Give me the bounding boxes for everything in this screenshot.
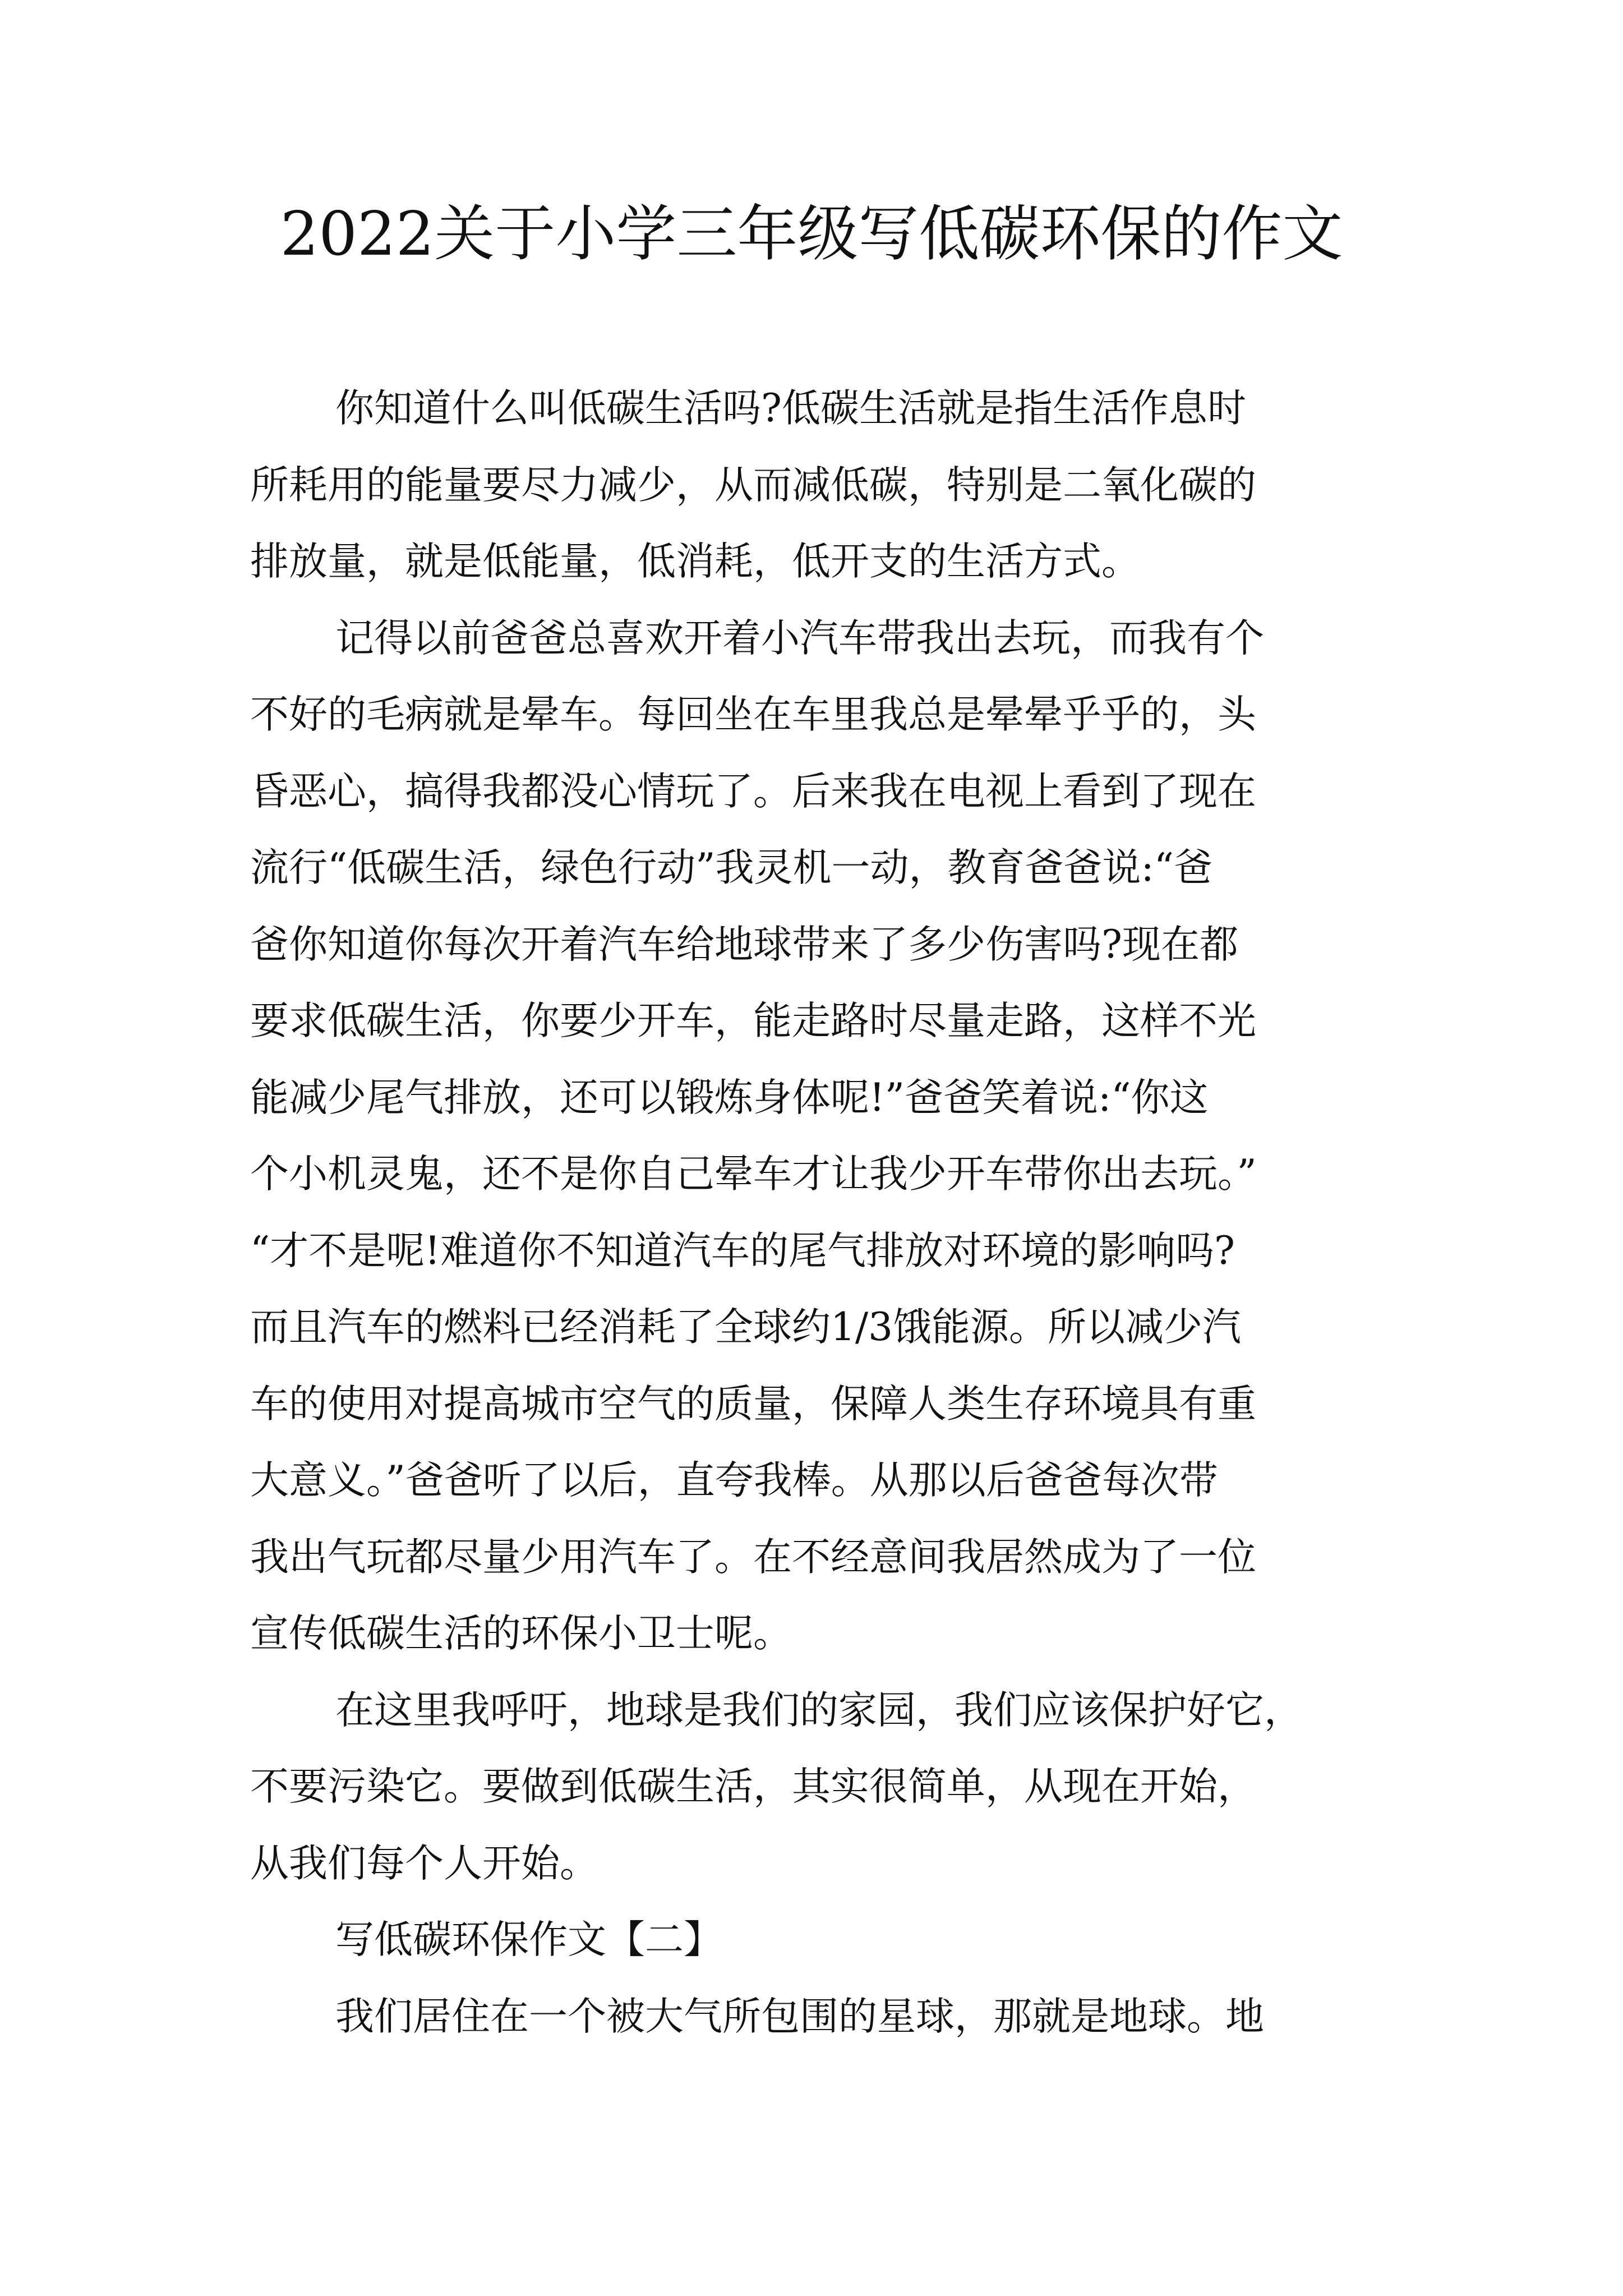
paragraph-5: [250, 1978, 1377, 2055]
paragraph-line: 爸你知道你每次开着汽车给地球带来了多少伤害吗?现在都: [250, 922, 1238, 967]
paragraph-line: 不好的毛病就是晕车。每回坐在车里我总是晕晕乎乎的，头: [250, 692, 1256, 737]
paragraph-line: 在这里我呼吁，地球是我们的家园，我们应该保护好它，: [335, 1687, 1303, 1733]
paragraph-line: 车的使用对提高城市空气的质量，保障人类生存环境具有重: [250, 1381, 1256, 1427]
paragraph-line: 能减少尾气排放，还可以锻炼身体呢!”爸爸笑着说:“你这: [250, 1075, 1209, 1120]
paragraph-line: 而且汽车的燃料已经消耗了全球约1/3饿能源。所以减少汽: [250, 1305, 1242, 1350]
paragraph-line: 我们居住在一个被大气所包围的星球，那就是地球。地: [335, 1994, 1264, 2039]
paragraph-line: 从我们每个人开始。: [250, 1841, 598, 1886]
paragraph-line: 昏恶心，搞得我都没心情玩了。后来我在电视上看到了现在: [250, 769, 1256, 814]
paragraph-line: 宣传低碳生活的环保小卫士呢。: [250, 1611, 792, 1656]
paragraph-line: 我出气玩都尽量少用汽车了。在不经意间我居然成为了一位: [250, 1534, 1256, 1580]
paragraph-line: 排放量，就是低能量，低消耗，低开支的生活方式。: [250, 539, 1140, 584]
paragraph-line: 不要污染它。要做到低碳生活，其实很简单，从现在开始，: [250, 1764, 1256, 1809]
paragraph-line: 你知道什么叫低碳生活吗?低碳生活就是指生活作息时: [335, 386, 1246, 431]
paragraph-line: 流行“低碳生活，绿色行动”我灵机一动，教育爸爸说:“爸: [250, 845, 1213, 890]
paragraph-line: 个小机灵鬼，还不是你自己晕车才让我少开车带你出去玩。”: [250, 1152, 1257, 1197]
paragraph-3: [250, 1672, 1377, 1902]
paragraph-line: 大意义。”爸爸听了以后，直夸我棒。从那以后爸爸每次带: [250, 1458, 1218, 1503]
document-body: [250, 370, 1377, 2055]
document-title: 2022关于小学三年级写低碳环保的作文: [280, 199, 1343, 269]
paragraph-line: 记得以前爸爸总喜欢开着小汽车带我出去玩，而我有个: [335, 615, 1264, 661]
paragraph-1: [250, 370, 1377, 600]
section-heading-text: 写低碳环保作文【二】: [335, 1917, 722, 1962]
paragraph-2: [250, 600, 1377, 1672]
section-heading: [250, 1902, 1377, 1978]
paragraph-line: 要求低碳生活，你要少开车，能走路时尽量走路，这样不光: [250, 999, 1256, 1043]
paragraph-line: “才不是呢!难道你不知道汽车的尾气排放对环境的影响吗?: [250, 1228, 1235, 1273]
paragraph-line: 所耗用的能量要尽力减少，从而减低碳，特别是二氧化碳的: [250, 462, 1256, 508]
